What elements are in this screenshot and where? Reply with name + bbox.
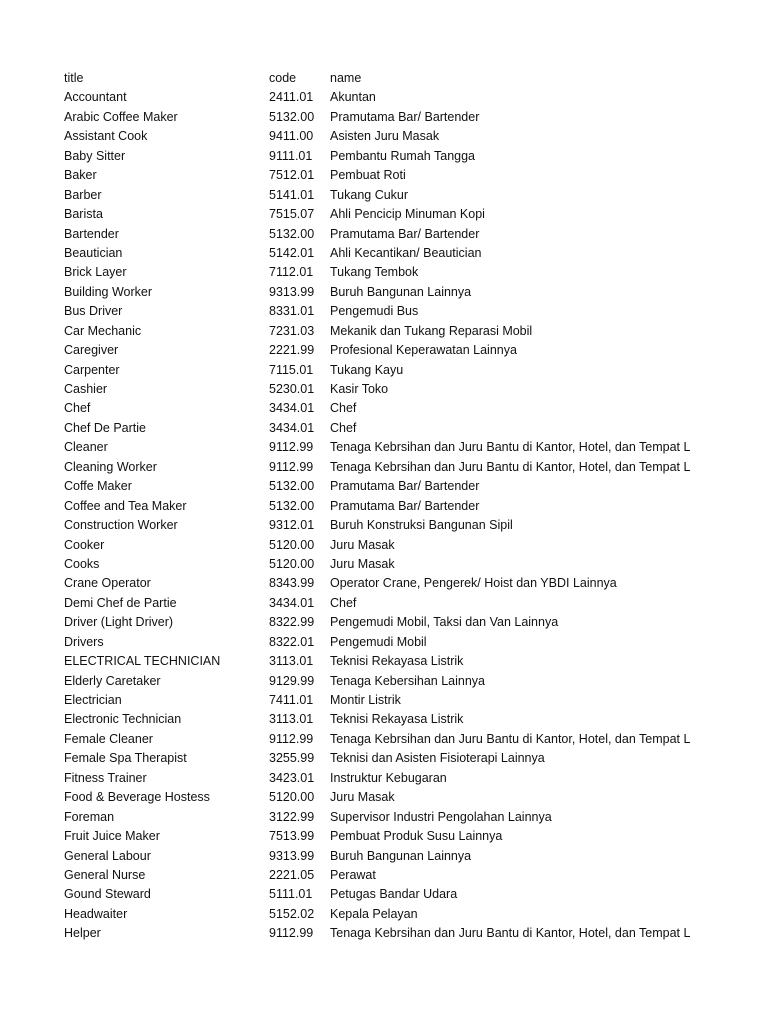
cell-title: Fitness Trainer bbox=[64, 770, 147, 785]
table-row bbox=[0, 749, 768, 768]
cell-title: Headwaiter bbox=[64, 906, 128, 921]
cell-code: 3122.99 bbox=[269, 809, 315, 824]
cell-name: Pengemudi Mobil, Taksi dan Van Lainnya bbox=[330, 615, 559, 630]
cell-title: Helper bbox=[64, 926, 101, 941]
cell-name: Tukang Cukur bbox=[330, 187, 409, 202]
cell-code: 2221.99 bbox=[269, 343, 315, 358]
cell-title: Car Mechanic bbox=[64, 323, 142, 338]
cell-title: Cooker bbox=[64, 537, 105, 552]
cell-code: 5132.00 bbox=[269, 498, 315, 513]
cell-name: Juru Masak bbox=[330, 537, 395, 552]
table-row bbox=[0, 574, 768, 593]
cell-code: 3255.99 bbox=[269, 751, 315, 766]
cell-name: Tukang Kayu bbox=[330, 362, 404, 377]
cell-title: Caregiver bbox=[64, 343, 119, 358]
cell-title: General Nurse bbox=[64, 867, 146, 882]
cell-code: 8322.01 bbox=[269, 634, 315, 649]
cell-name: Perawat bbox=[330, 867, 376, 882]
table-row bbox=[0, 613, 768, 632]
cell-code: 5120.00 bbox=[269, 556, 315, 571]
cell-name: Chef bbox=[330, 401, 357, 416]
cell-code: 3423.01 bbox=[269, 770, 315, 785]
cell-code: 9112.99 bbox=[269, 459, 314, 474]
cell-name: Pramutama Bar/ Bartender bbox=[330, 498, 480, 513]
cell-title: Gound Steward bbox=[64, 887, 151, 902]
cell-name: Pramutama Bar/ Bartender bbox=[330, 479, 480, 494]
table-row bbox=[0, 516, 768, 535]
cell-code: 5120.00 bbox=[269, 790, 315, 805]
cell-code: 5111.01 bbox=[269, 887, 313, 902]
cell-code: 2411.01 bbox=[269, 90, 314, 105]
cell-code: 9112.99 bbox=[269, 926, 314, 941]
cell-code: 8322.99 bbox=[269, 615, 315, 630]
cell-code: 3434.01 bbox=[269, 401, 315, 416]
cell-name: Tenaga Kebrsihan dan Juru Bantu di Kantor, Hotel, dan Tempat L bbox=[330, 731, 691, 746]
cell-title: General Labour bbox=[64, 848, 151, 863]
cell-code: 3434.01 bbox=[269, 420, 315, 435]
cell-title: Construction Worker bbox=[64, 518, 178, 533]
cell-code: 8331.01 bbox=[269, 304, 315, 319]
cell-title: Building Worker bbox=[64, 284, 153, 299]
cell-name: Pengemudi Mobil bbox=[330, 634, 427, 649]
cell-title: Brick Layer bbox=[64, 265, 127, 280]
cell-code: 3434.01 bbox=[269, 595, 315, 610]
cell-name: Teknisi Rekayasa Listrik bbox=[330, 712, 464, 727]
cell-name: Juru Masak bbox=[330, 556, 395, 571]
cell-title: Cleaner bbox=[64, 440, 108, 455]
cell-code: 5230.01 bbox=[269, 382, 315, 396]
cell-name: Kepala Pelayan bbox=[330, 906, 418, 921]
table-row bbox=[0, 905, 768, 924]
table-row bbox=[0, 341, 768, 360]
cell-name: Montir Listrik bbox=[330, 693, 401, 707]
cell-code: 9112.99 bbox=[269, 440, 314, 455]
cell-name: Chef bbox=[330, 595, 357, 610]
cell-name: Mekanik dan Tukang Reparasi Mobil bbox=[330, 323, 533, 338]
cell-code: 9313.99 bbox=[269, 284, 315, 299]
cell-code: 7115.01 bbox=[269, 362, 314, 377]
header-row bbox=[0, 69, 768, 88]
table-row bbox=[0, 769, 768, 788]
cell-code: 2221.05 bbox=[269, 867, 315, 882]
cell-name: Profesional Keperawatan Lainnya bbox=[330, 343, 517, 358]
cell-title: Female Cleaner bbox=[64, 731, 153, 746]
table-row bbox=[0, 808, 768, 827]
cell-name: Buruh Bangunan Lainnya bbox=[330, 284, 472, 299]
table-row bbox=[0, 652, 768, 671]
cell-name: Kasir Toko bbox=[330, 382, 389, 396]
cell-title: Beautician bbox=[64, 245, 123, 260]
cell-code: 7512.01 bbox=[269, 168, 315, 183]
cell-name: Ahli Pencicip Minuman Kopi bbox=[330, 207, 485, 222]
cell-code: 7411.01 bbox=[269, 693, 314, 707]
cell-code: 7513.99 bbox=[269, 829, 315, 844]
table-row bbox=[0, 419, 768, 438]
cell-name: Teknisi dan Asisten Fisioterapi Lainnya bbox=[330, 751, 545, 766]
table-row bbox=[0, 827, 768, 846]
cell-title: Demi Chef de Partie bbox=[64, 595, 177, 610]
cell-code: 9111.01 bbox=[269, 148, 313, 163]
table-row bbox=[0, 438, 768, 457]
table-row bbox=[0, 458, 768, 477]
table-row bbox=[0, 497, 768, 516]
cell-title: Bus Driver bbox=[64, 304, 123, 319]
cell-title: Driver (Light Driver) bbox=[64, 615, 174, 630]
cell-code: 5141.01 bbox=[269, 187, 315, 202]
table-row bbox=[0, 710, 768, 729]
cell-title: Cooks bbox=[64, 556, 100, 571]
cell-name: Tenaga Kebersihan Lainnya bbox=[330, 673, 485, 688]
cell-name: Tukang Tembok bbox=[330, 265, 419, 280]
table-row bbox=[0, 555, 768, 574]
table-row bbox=[0, 691, 768, 710]
cell-code: 5132.00 bbox=[269, 226, 315, 241]
table-row bbox=[0, 322, 768, 341]
table-row bbox=[0, 866, 768, 885]
cell-title: Bartender bbox=[64, 226, 119, 241]
table-row bbox=[0, 730, 768, 749]
cell-title: Electrician bbox=[64, 693, 122, 707]
cell-code: 7515.07 bbox=[269, 207, 315, 222]
cell-title: Barista bbox=[64, 207, 103, 222]
table-row bbox=[0, 477, 768, 496]
cell-code: 8343.99 bbox=[269, 576, 315, 591]
table-row bbox=[0, 594, 768, 613]
cell-name: Tenaga Kebrsihan dan Juru Bantu di Kantor, Hotel, dan Tempat L bbox=[330, 459, 691, 474]
cell-title: Elderly Caretaker bbox=[64, 673, 161, 688]
cell-title: Chef De Partie bbox=[64, 420, 146, 435]
cell-name: Juru Masak bbox=[330, 790, 395, 805]
cell-title: Accountant bbox=[64, 90, 127, 105]
table-row bbox=[0, 108, 768, 127]
cell-name: Pembantu Rumah Tangga bbox=[330, 148, 476, 163]
cell-title: Coffe Maker bbox=[64, 479, 132, 494]
table-row bbox=[0, 536, 768, 555]
table-row bbox=[0, 361, 768, 380]
table-row bbox=[0, 924, 768, 943]
cell-code: 7112.01 bbox=[269, 265, 314, 280]
table-row bbox=[0, 399, 768, 418]
cell-title: Chef bbox=[64, 401, 91, 416]
cell-name: Teknisi Rekayasa Listrik bbox=[330, 654, 464, 669]
cell-code: 9129.99 bbox=[269, 673, 315, 688]
cell-name: Buruh Konstruksi Bangunan Sipil bbox=[330, 518, 513, 533]
cell-name: Pembuat Produk Susu Lainnya bbox=[330, 829, 503, 844]
column-header-title: title bbox=[64, 71, 84, 85]
cell-code: 3113.01 bbox=[269, 712, 314, 727]
cell-code: 9312.01 bbox=[269, 518, 315, 533]
column-header-name: name bbox=[330, 71, 362, 85]
cell-title: Female Spa Therapist bbox=[64, 751, 187, 766]
table-row bbox=[0, 788, 768, 807]
table-row bbox=[0, 380, 768, 399]
cell-name: Pembuat Roti bbox=[330, 168, 406, 183]
cell-title: Electronic Technician bbox=[64, 712, 182, 727]
cell-code: 7231.03 bbox=[269, 323, 315, 338]
cell-title: ELECTRICAL TECHNICIAN bbox=[64, 654, 221, 669]
table-row bbox=[0, 672, 768, 691]
spreadsheet-table bbox=[0, 69, 768, 944]
cell-name: Pramutama Bar/ Bartender bbox=[330, 226, 480, 241]
table-row bbox=[0, 847, 768, 866]
table-row bbox=[0, 166, 768, 185]
table-row bbox=[0, 283, 768, 302]
cell-name: Operator Crane, Pengerek/ Hoist dan YBDI Lainnya bbox=[330, 576, 617, 591]
cell-title: Coffee and Tea Maker bbox=[64, 498, 187, 513]
cell-title: Cashier bbox=[64, 382, 108, 396]
cell-title: Arabic Coffee Maker bbox=[64, 109, 178, 124]
cell-name: Buruh Bangunan Lainnya bbox=[330, 848, 472, 863]
cell-title: Fruit Juice Maker bbox=[64, 829, 160, 844]
cell-code: 9313.99 bbox=[269, 848, 315, 863]
table-row bbox=[0, 225, 768, 244]
cell-title: Barber bbox=[64, 187, 102, 202]
cell-code: 9112.99 bbox=[269, 731, 314, 746]
cell-title: Baby Sitter bbox=[64, 148, 126, 163]
cell-name: Petugas Bandar Udara bbox=[330, 887, 458, 902]
table-row bbox=[0, 88, 768, 107]
cell-name: Tenaga Kebrsihan dan Juru Bantu di Kantor, Hotel, dan Tempat L bbox=[330, 440, 691, 455]
cell-code: 3113.01 bbox=[269, 654, 314, 669]
table-row bbox=[0, 302, 768, 321]
cell-name: Pramutama Bar/ Bartender bbox=[330, 109, 480, 124]
cell-title: Crane Operator bbox=[64, 576, 151, 591]
cell-title: Food & Beverage Hostess bbox=[64, 790, 210, 805]
table-row bbox=[0, 127, 768, 146]
table-row bbox=[0, 263, 768, 282]
cell-name: Supervisor Industri Pengolahan Lainnya bbox=[330, 809, 552, 824]
table-body bbox=[0, 88, 768, 943]
cell-name: Tenaga Kebrsihan dan Juru Bantu di Kantor, Hotel, dan Tempat L bbox=[330, 926, 691, 941]
table-row bbox=[0, 633, 768, 652]
cell-name: Pengemudi Bus bbox=[330, 304, 419, 319]
table-row bbox=[0, 147, 768, 166]
cell-name: Instruktur Kebugaran bbox=[330, 770, 447, 785]
cell-name: Ahli Kecantikan/ Beautician bbox=[330, 245, 482, 260]
cell-title: Baker bbox=[64, 168, 97, 183]
cell-title: Carpenter bbox=[64, 362, 120, 377]
cell-code: 5132.00 bbox=[269, 109, 315, 124]
table-row bbox=[0, 885, 768, 904]
cell-name: Asisten Juru Masak bbox=[330, 129, 440, 144]
table-row bbox=[0, 244, 768, 263]
cell-code: 9411.00 bbox=[269, 129, 314, 144]
cell-code: 5152.02 bbox=[269, 906, 315, 921]
cell-title: Foreman bbox=[64, 809, 115, 824]
cell-code: 5120.00 bbox=[269, 537, 315, 552]
cell-title: Drivers bbox=[64, 634, 104, 649]
column-header-code: code bbox=[269, 71, 297, 85]
table-row bbox=[0, 205, 768, 224]
cell-name: Chef bbox=[330, 420, 357, 435]
cell-code: 5132.00 bbox=[269, 479, 315, 494]
cell-title: Assistant Cook bbox=[64, 129, 148, 144]
table-row bbox=[0, 186, 768, 205]
cell-code: 5142.01 bbox=[269, 245, 315, 260]
cell-title: Cleaning Worker bbox=[64, 459, 157, 474]
cell-name: Akuntan bbox=[330, 90, 376, 105]
